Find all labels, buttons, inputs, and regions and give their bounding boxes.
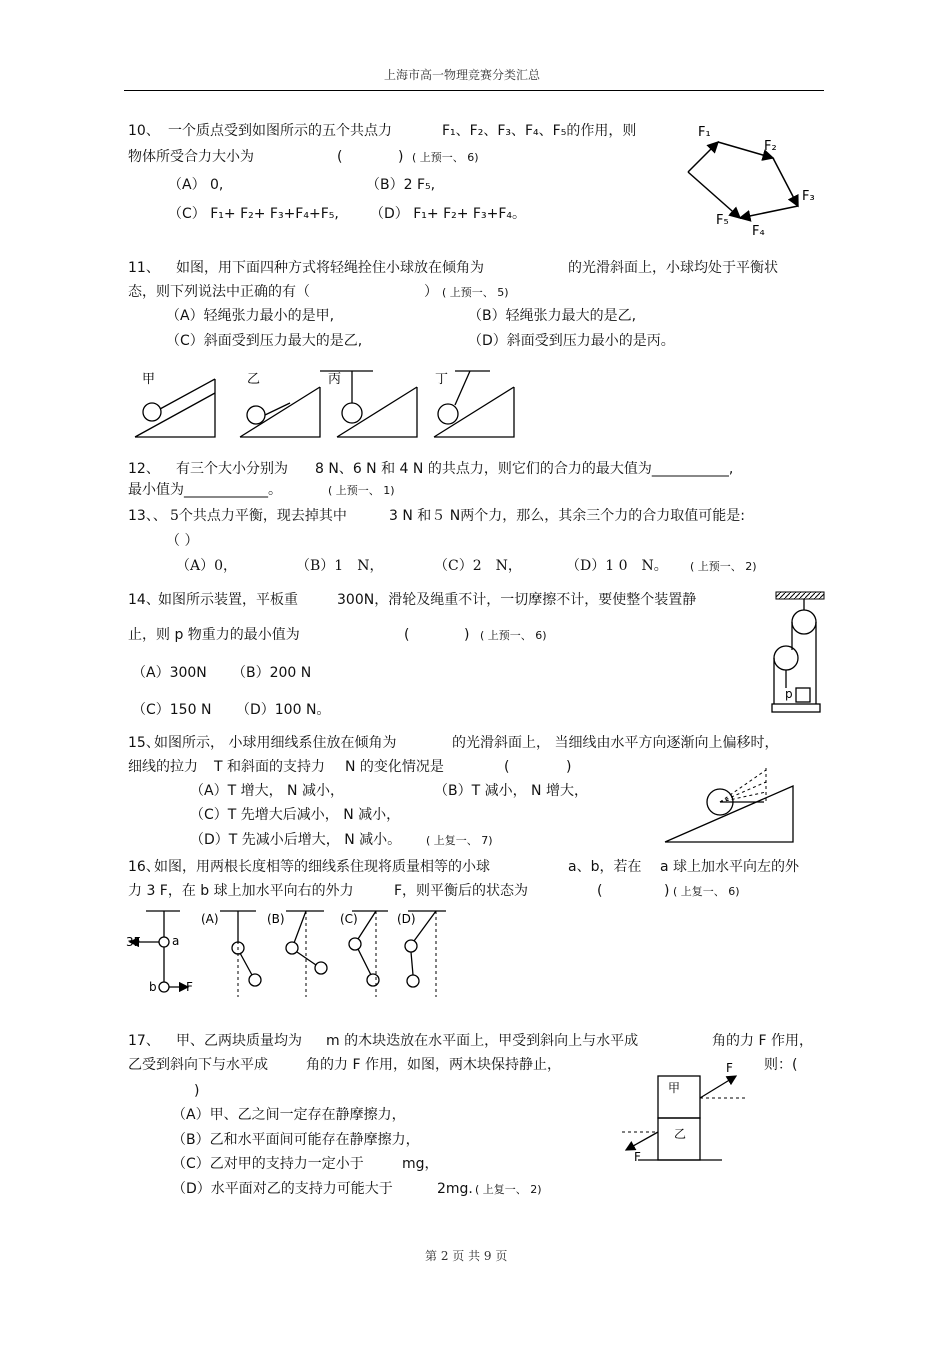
q15-option-a: （A）T 增大， N 减小，	[190, 783, 344, 799]
q16-paren-close: )	[664, 883, 670, 899]
q15-text-line2: 细线的拉力	[128, 759, 198, 775]
q10-option-c: （C） F₁+ F₂+ F₃+F₄+F₅,	[168, 206, 339, 222]
label-option-d: (D)	[397, 912, 416, 926]
q16-text-line1b: a、b，若在	[568, 859, 642, 875]
fig-label-jia: 甲	[142, 372, 156, 387]
q10-option-d: （D） F₁+ F₂+ F₃+F₄。	[370, 206, 526, 222]
q14-text-line2: 止，则 p 物重力的最小值为	[128, 627, 300, 643]
q13-number: 13、、	[128, 508, 167, 524]
q17-text-line2b: 角的力 F 作用，如图，两木块保持静止，	[306, 1057, 561, 1073]
q14-option-b: （B）200 N	[232, 665, 312, 681]
q15-text-line1: 如图所示， 小球用细线系住放在倾角为	[154, 735, 397, 751]
f3-label: F₃	[802, 189, 815, 204]
f2-label: F₂	[764, 139, 777, 154]
q15-option-b: （B）T 减小， N 增大，	[434, 783, 588, 799]
header-rule	[124, 90, 824, 91]
label-f: F	[186, 980, 193, 994]
q15-text-line1b: 的光滑斜面上， 当细线由水平方向逐渐向上偏移时，	[452, 735, 779, 751]
page-header-title: 上海市高一物理竞赛分类汇总	[384, 68, 541, 82]
q13-option-a: （A）0，	[176, 558, 238, 574]
q11-option-d: （D）斜面受到压力最小的是丙。	[468, 333, 675, 349]
force-f4-arrow	[740, 206, 798, 218]
block-label-yi: 乙	[674, 1127, 687, 1141]
force-label-upper: F	[726, 1061, 733, 1075]
force-f1-arrow	[688, 142, 718, 172]
q11-number: 11、	[128, 260, 160, 276]
q10-text-line2: 物体所受合力大小为	[128, 149, 254, 165]
q10-source: ( 上预一、 6)	[412, 151, 479, 164]
q17-text-line3: )	[194, 1083, 200, 1099]
q15-paren-close: )	[566, 759, 572, 775]
q13-text-line1b: 3 N 和５ N两个力，那么，其余三个力的合力取值可能是:	[389, 508, 745, 524]
q13-source: ( 上预一、 2)	[690, 560, 757, 573]
q17-text-line2: 乙受到斜向下与水平成	[128, 1057, 268, 1073]
q15-incline-figure	[660, 760, 800, 845]
label-option-a: (A)	[201, 912, 219, 926]
label-option-c: (C)	[340, 912, 358, 926]
q11-option-b: （B）轻绳张力最大的是乙,	[468, 308, 637, 324]
force-label-lower: F	[634, 1150, 641, 1164]
q15-number: 15、	[128, 735, 160, 751]
label-3f: 3F	[126, 935, 141, 949]
q13-text-line1: 5个共点力平衡，现去掉其中	[170, 508, 347, 524]
q11-option-c: （C）斜面受到压力最大的是乙,	[166, 333, 363, 349]
q16-text-line2: 力 3 F，在 b 球上加水平向右的外力	[128, 883, 354, 899]
q12-number: 12、	[128, 461, 160, 477]
q11-text-line1: 如图，用下面四种方式将轻绳拴住小球放在倾角为	[176, 260, 484, 276]
q16-number: 16、	[128, 859, 160, 875]
q14-number: 14、	[128, 592, 160, 608]
q10-option-a: （A） 0,	[168, 177, 224, 193]
q14-text-line1: 如图所示装置，平板重	[158, 592, 298, 608]
block-label-jia: 甲	[668, 1081, 681, 1095]
label-b: b	[149, 980, 157, 994]
q10-paren-open: (	[337, 149, 343, 165]
q11-text-line1b: 的光滑斜面上，小球均处于平衡状	[568, 260, 778, 276]
q10-paren-close: )	[398, 149, 404, 165]
q11-incline-figures	[130, 365, 530, 445]
q11-option-a: （A）轻绳张力最小的是甲,	[166, 308, 335, 324]
q16-paren-open: (	[597, 883, 603, 899]
q16-text-line1c: a 球上加水平向左的外	[660, 859, 800, 875]
q17-option-d2: 2mg.	[437, 1181, 473, 1197]
q16-text-line1: 如图，用两根长度相等的细线系住现将质量相等的小球	[154, 859, 490, 875]
q11-source: ( 上预一、 5)	[442, 286, 509, 299]
q14-option-c: （C）150 N	[132, 702, 212, 718]
q12-source: ( 上预一、 1)	[328, 484, 395, 497]
q16-pendulum-figures	[124, 905, 464, 1000]
q17-text-line1: 甲、乙两块质量均为	[176, 1033, 302, 1049]
q12-text-line2: 最小值为____________。	[128, 482, 282, 498]
q17-source: ( 上复一、 2)	[475, 1183, 542, 1196]
q17-number: 17、	[128, 1033, 160, 1049]
q10-option-b: （B）2 F₅,	[366, 177, 436, 193]
force-f5-arrow	[688, 172, 740, 218]
label-option-b: (B)	[267, 912, 285, 926]
q16-text-line2b: F，则平衡后的状态为	[394, 883, 529, 899]
q11-paren-close: ）	[424, 284, 438, 300]
q13-option-c: （C）2 N，	[434, 558, 522, 574]
q14-text-line1b: 300N，滑轮及绳重不计，一切摩擦不计，要使整个装置静	[337, 592, 697, 608]
q17-option-a: （A）甲、乙之间一定存在静摩擦力，	[172, 1107, 406, 1123]
q13-paren: （ ）	[166, 533, 199, 549]
q16-source: ( 上复一、 6)	[673, 885, 740, 898]
q13-option-d: （D）1 0 N。	[566, 558, 668, 574]
q14-paren-open: (	[404, 627, 410, 643]
f4-label: F₄	[752, 224, 765, 239]
q15-source: ( 上复一、 7)	[426, 834, 493, 847]
q15-text-line2c: N 的变化情况是	[345, 759, 444, 775]
q10-number: 10、	[128, 123, 160, 139]
q15-option-c: （C）T 先增大后减小， N 减小，	[190, 807, 401, 823]
q14-option-a: （A）300N	[132, 665, 207, 681]
page-footer: 第 2 页 共 9 页	[425, 1249, 508, 1263]
q10-forces: F₁、F₂、F₃、F₄、F₅的作用，则	[442, 123, 637, 139]
q17-text-line2c: 则：(	[764, 1057, 798, 1073]
q17-option-c2: mg，	[402, 1156, 439, 1172]
q14-option-d: （D）100 N。	[236, 702, 331, 718]
q15-text-line2b: T 和斜面的支持力	[214, 759, 326, 775]
q10-force-polygon-figure	[680, 120, 830, 245]
q13-option-b: （B）1 N，	[296, 558, 384, 574]
fig-label-ding: 丁	[435, 372, 449, 387]
q12-text-line1b: 8 N、6 N 和 4 N 的共点力，则它们的合力的最大值为___________,	[315, 461, 734, 477]
force-f3-arrow	[773, 158, 798, 206]
f5-label: F₅	[716, 213, 729, 228]
q17-option-b: （B）乙和水平面间可能存在静摩擦力，	[172, 1132, 420, 1148]
q11-text-line2: 态，则下列说法中正确的有（	[128, 284, 310, 300]
q15-paren-open: (	[504, 759, 510, 775]
q10-text-line1: 一个质点受到如图所示的五个共点力	[168, 123, 392, 139]
q12-text-line1: 有三个大小分别为	[176, 461, 288, 477]
fig-label-bing: 丙	[328, 372, 342, 387]
q17-option-d: （D）水平面对乙的支持力可能大于	[172, 1181, 393, 1197]
f1-label: F₁	[698, 125, 711, 140]
fig-label-p: p	[785, 687, 793, 701]
q14-paren-close: )	[464, 627, 470, 643]
fig-label-yi: 乙	[247, 372, 261, 387]
q17-text-line1b: m 的木块迭放在水平面上，甲受到斜向上与水平成	[326, 1033, 639, 1049]
q15-option-d: （D）T 先减小后增大， N 减小。	[190, 832, 402, 848]
q14-source: ( 上预一、 6)	[480, 629, 547, 642]
q17-blocks-figure	[618, 1058, 768, 1168]
label-a: a	[172, 934, 180, 948]
q17-option-c: （C）乙对甲的支持力一定小于	[172, 1156, 364, 1172]
q17-text-line1c: 角的力 F 作用，	[712, 1033, 813, 1049]
q14-pulley-figure	[770, 588, 826, 718]
